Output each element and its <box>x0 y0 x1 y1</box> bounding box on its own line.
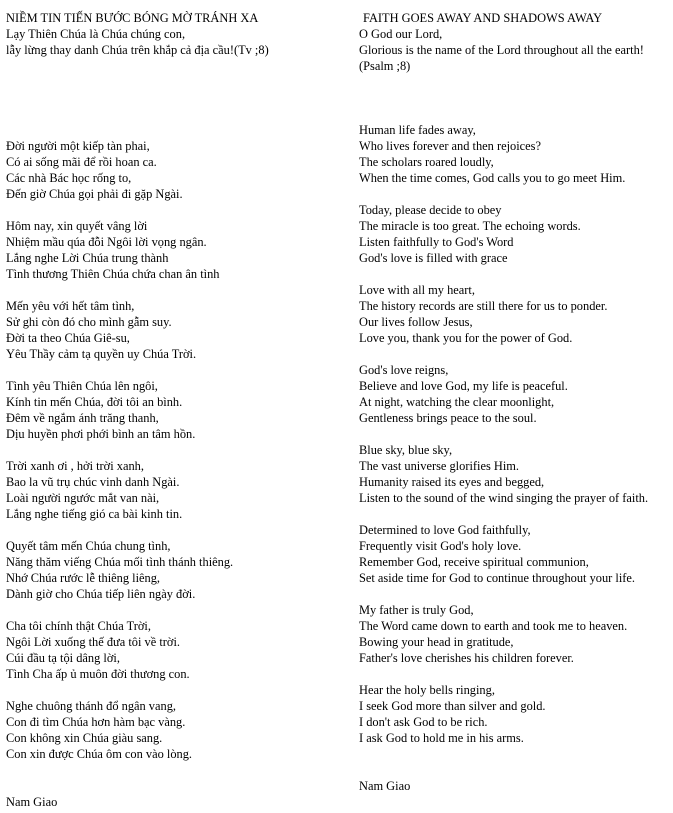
vietnamese-stanza <box>6 218 346 282</box>
verse-line: The scholars roared loudly, <box>359 155 494 169</box>
verse-line: Frequently visit God's holy love. <box>359 539 522 553</box>
verse-line: My father is truly God, <box>359 603 474 617</box>
verse-line: The miracle is too great. The echoing words. <box>359 219 581 233</box>
verse-line: Quyết tâm mến Chúa chung tình, <box>6 539 171 553</box>
verse-line: Tình yêu Thiên Chúa lên ngôi, <box>6 379 158 393</box>
verse-line: Kính tin mến Chúa, đời tôi an bình. <box>6 395 183 409</box>
epigraph-line: Lạy Thiên Chúa là Chúa chúng con, <box>6 27 186 41</box>
verse-line: Our lives follow Jesus, <box>359 315 473 329</box>
verse-line: Set aside time for God to continue throughout your life. <box>359 571 635 585</box>
verse-line: Trời xanh ơi , hởi trời xanh, <box>6 459 144 473</box>
vietnamese-stanza <box>6 618 346 682</box>
verse-line: Đời ta theo Chúa Giê-su, <box>6 331 130 345</box>
epigraph-line: O God our Lord, <box>359 27 443 41</box>
verse-line: God's love is filled with grace <box>359 251 508 265</box>
vietnamese-author: Nam Giao <box>6 795 58 809</box>
verse-line: Mến yêu với hết tâm tình, <box>6 299 135 313</box>
verse-line: Tình thương Thiên Chúa chứa chan ân tình <box>6 267 220 281</box>
verse-line: Yêu Thầy cảm tạ quyền uy Chúa Trời. <box>6 347 197 361</box>
verse-line: Năng thăm viếng Chúa mối tình thánh thiêng. <box>6 555 234 569</box>
verse-line: Love you, thank you for the power of God. <box>359 331 573 345</box>
vietnamese-stanza <box>6 298 346 362</box>
verse-line: Determined to love God faithfully, <box>359 523 531 537</box>
verse-line: Hear the holy bells ringing, <box>359 683 495 697</box>
vietnamese-stanza <box>6 538 346 602</box>
english-epigraph <box>359 26 671 74</box>
verse-line: Bao la vũ trụ chúc vinh danh Ngài. <box>6 475 180 489</box>
verse-line: Today, please decide to obey <box>359 203 502 217</box>
verse-line: Con xin được Chúa ôm con vào lòng. <box>6 747 193 761</box>
verse-line: Lắng nghe Lời Chúa trung thành <box>6 251 169 265</box>
epigraph-line: Glorious is the name of the Lord throughout all the earth! (Psalm ;8) <box>359 43 644 73</box>
verse-line: When the time comes, God calls you to go meet Him. <box>359 171 626 185</box>
verse-line: Listen to the sound of the wind singing the prayer of faith. <box>359 491 649 505</box>
verse-line: Nhiệm mầu qúa đỗi Ngôi lời vọng ngân. <box>6 235 207 249</box>
verse-line: Father's love cherishes his children forever. <box>359 651 574 665</box>
verse-line: Các nhà Bác học rống to, <box>6 171 132 185</box>
verse-line: Cha tôi chính thật Chúa Trời, <box>6 619 151 633</box>
vietnamese-stanza <box>6 378 346 442</box>
verse-line: Listen faithfully to God's Word <box>359 235 514 249</box>
verse-line: Remember God, receive spiritual communion, <box>359 555 589 569</box>
verse-line: The vast universe glorifies Him. <box>359 459 520 473</box>
verse-line: The history records are still there for us to ponder. <box>359 299 608 313</box>
verse-line: Cúi đầu tạ tội dâng lời, <box>6 651 120 665</box>
verse-line: Đêm về ngắm ánh trăng thanh, <box>6 411 159 425</box>
english-stanza <box>359 202 671 266</box>
english-title: FAITH GOES AWAY AND SHADOWS AWAY <box>363 11 603 25</box>
verse-line: I ask God to hold me in his arms. <box>359 731 524 745</box>
verse-line: Loài người ngước mắt van nài, <box>6 491 160 505</box>
vietnamese-column <box>6 10 346 810</box>
verse-line: Love with all my heart, <box>359 283 475 297</box>
verse-line: Dịu huyền phơi phới bình an tâm hồn. <box>6 427 196 441</box>
verse-line: Nghe chuông thánh đổ ngân vang, <box>6 699 176 713</box>
epigraph-line: lẫy lừng thay danh Chúa trên khắp cả địa cầu!(Tv ;8) <box>6 43 269 57</box>
verse-line: God's love reigns, <box>359 363 449 377</box>
english-stanza <box>359 682 671 746</box>
verse-line: Có ai sống mãi để rồi hoan ca. <box>6 155 157 169</box>
verse-line: Humanity raised its eyes and begged, <box>359 475 545 489</box>
english-stanza <box>359 602 671 666</box>
english-stanza <box>359 282 671 346</box>
english-author: Nam Giao <box>359 779 411 793</box>
verse-line: Tình Cha ấp ủ muôn đời thương con. <box>6 667 190 681</box>
vietnamese-stanza <box>6 698 346 762</box>
verse-line: Blue sky, blue sky, <box>359 443 453 457</box>
verse-line: The Word came down to earth and took me to heaven. <box>359 619 628 633</box>
verse-line: Gentleness brings peace to the soul. <box>359 411 537 425</box>
english-stanza <box>359 122 671 186</box>
english-column <box>359 10 671 794</box>
verse-line: Con đi tìm Chúa hơn hàm bạc vàng. <box>6 715 186 729</box>
verse-line: Đến giờ Chúa gọi phải đi gặp Ngài. <box>6 187 183 201</box>
verse-line: Hôm nay, xin quyết vâng lời <box>6 219 148 233</box>
verse-line: Bowing your head in gratitude, <box>359 635 514 649</box>
verse-line: Sử ghi còn đó cho mình gẫm suy. <box>6 315 172 329</box>
verse-line: Who lives forever and then rejoices? <box>359 139 541 153</box>
verse-line: Con không xin Chúa giàu sang. <box>6 731 163 745</box>
verse-line: Dành giờ cho Chúa tiếp liên ngày đời. <box>6 587 196 601</box>
verse-line: Đời người một kiếp tàn phai, <box>6 139 150 153</box>
verse-line: Human life fades away, <box>359 123 476 137</box>
vietnamese-epigraph <box>6 26 346 58</box>
english-stanza <box>359 362 671 426</box>
english-stanza <box>359 442 671 506</box>
verse-line: Nhớ Chúa rước lễ thiêng liêng, <box>6 571 161 585</box>
verse-line: Lắng nghe tiếng gió ca bài kinh tin. <box>6 507 183 521</box>
verse-line: At night, watching the clear moonlight, <box>359 395 555 409</box>
vietnamese-stanza <box>6 138 346 202</box>
english-stanza <box>359 522 671 586</box>
verse-line: I don't ask God to be rich. <box>359 715 488 729</box>
verse-line: Believe and love God, my life is peaceful. <box>359 379 568 393</box>
verse-line: I seek God more than silver and gold. <box>359 699 546 713</box>
verse-line: Ngôi Lời xuống thế đưa tôi về trời. <box>6 635 180 649</box>
vietnamese-title: NIỀM TIN TIẾN BƯỚC BÓNG MỜ TRÁNH XA <box>6 11 259 25</box>
vietnamese-stanza <box>6 458 346 522</box>
